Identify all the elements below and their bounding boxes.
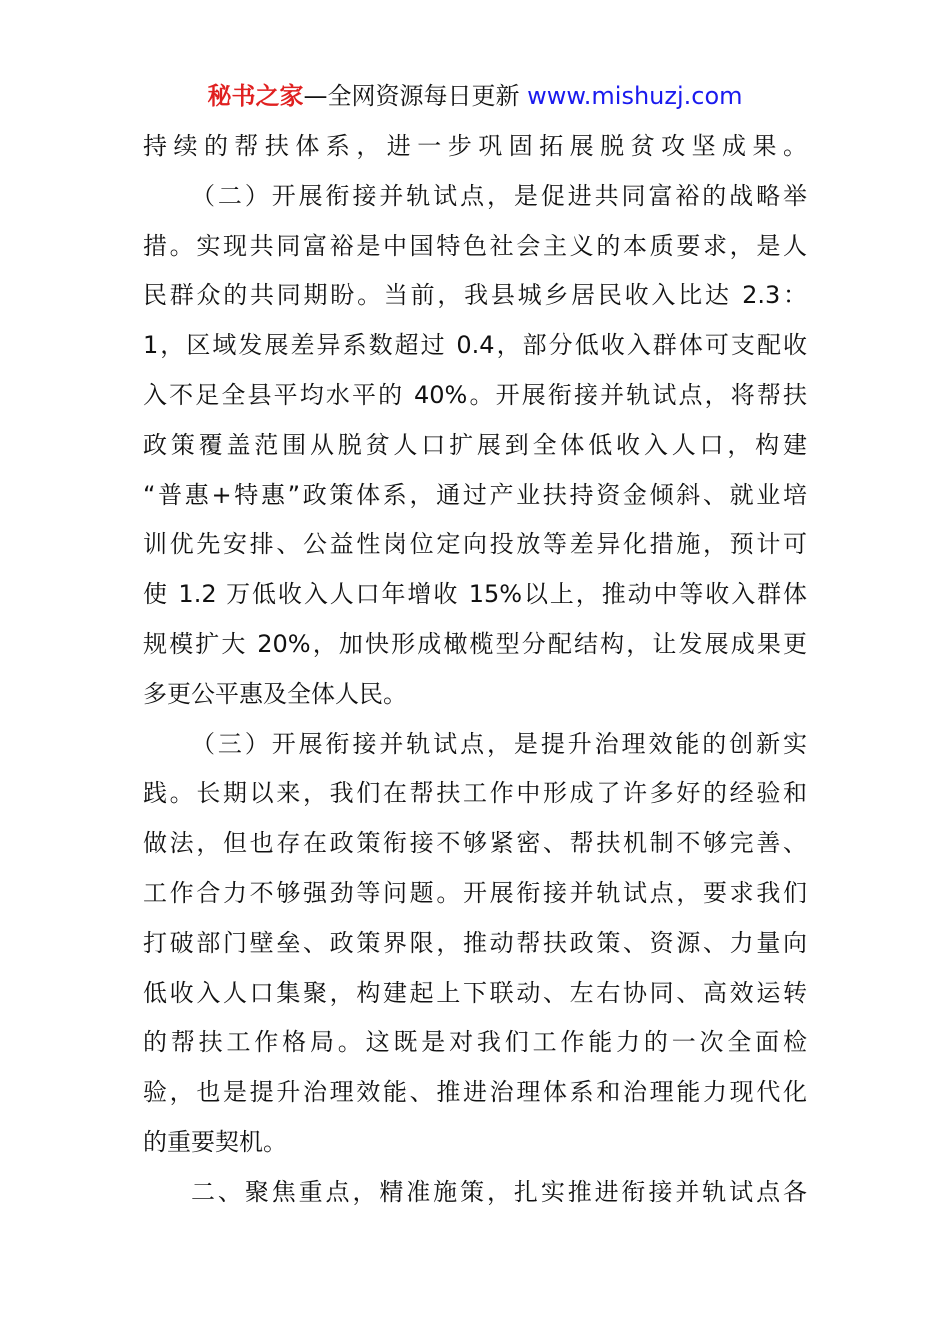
site-brand: 秘书之家 [207, 82, 304, 110]
text-line: “普惠+特惠”政策体系，通过产业扶持资金倾斜、就业培 [143, 480, 807, 509]
text-line: 持续的帮扶体系，进一步巩固拓展脱贫攻坚成果。 [143, 132, 807, 160]
text-line: 的重要契机。 [143, 1127, 287, 1156]
text-line: 验，也是提升治理效能、推进治理体系和治理能力现代化 [143, 1078, 807, 1107]
page-header [0, 80, 950, 112]
text-line: 做法，但也存在政策衔接不够紧密、帮扶机制不够完善、 [143, 829, 807, 858]
text-line: 1，区域发展差异系数超过 0.4，部分低收入群体可支配收 [143, 331, 807, 360]
text-line: 工作合力不够强劲等问题。开展衔接并轨试点，要求我们 [143, 878, 807, 907]
text-line: 低收入人口集聚，构建起上下联动、左右协同、高效运转 [143, 978, 807, 1007]
text-line: 训优先安排、公益性岗位定向投放等差异化措施，预计可 [143, 530, 807, 559]
text-line: 民群众的共同期盼。当前，我县城乡居民收入比达 2.3： [143, 281, 807, 310]
text-line: 多更公平惠及全体人民。 [143, 679, 407, 708]
text-line: 入不足全县平均水平的 40%。开展衔接并轨试点，将帮扶 [143, 380, 807, 409]
text-line: 践。长期以来，我们在帮扶工作中形成了许多好的经验和 [143, 779, 807, 808]
site-url-link[interactable]: www.mishuzj.com [527, 82, 743, 110]
text-line: 打破部门壁垒、政策界限，推动帮扶政策、资源、力量向 [143, 928, 807, 957]
text-line: （二）开展衔接并轨试点，是促进共同富裕的战略举 [191, 181, 807, 210]
site-tagline: —全网资源每日更新 [303, 82, 528, 110]
text-line: 措。实现共同富裕是中国特色社会主义的本质要求，是人 [143, 231, 807, 260]
text-line: 规模扩大 20%，加快形成橄榄型分配结构，让发展成果更 [143, 629, 807, 658]
section-heading-line: 二、聚焦重点，精准施策，扎实推进衔接并轨试点各 [191, 1177, 807, 1206]
text-line: 使 1.2 万低收入人口年增收 15%以上，推动中等收入群体 [143, 580, 807, 609]
text-line: 政策覆盖范围从脱贫人口扩展到全体低收入人口，构建 [143, 430, 807, 459]
text-line: 的帮扶工作格局。这既是对我们工作能力的一次全面检 [143, 1028, 807, 1057]
text-line: （三）开展衔接并轨试点，是提升治理效能的创新实 [191, 729, 807, 758]
document-body [143, 122, 807, 1218]
